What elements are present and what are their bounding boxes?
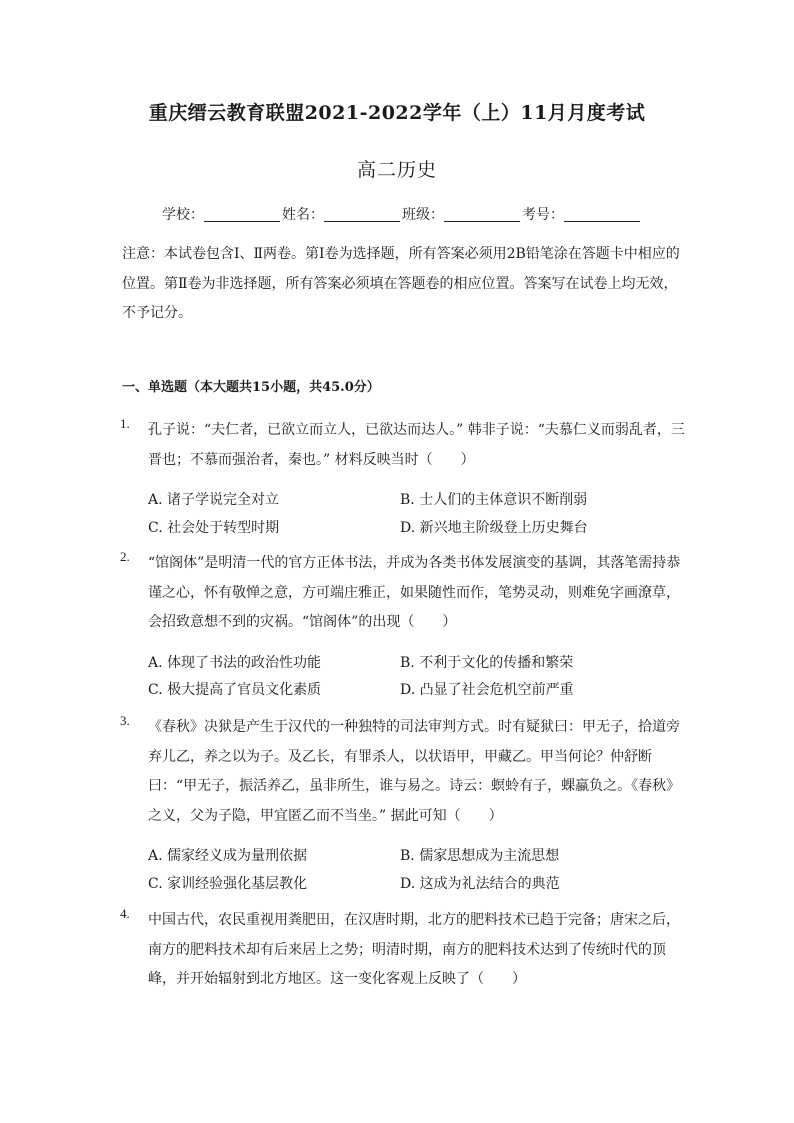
option-c: C. 社会处于转型时期 (148, 519, 280, 536)
option-a: A. 儒家经义成为量刑依据 (148, 848, 308, 864)
exam-subject: 高二历史 (356, 159, 437, 181)
question-2 (120, 549, 690, 703)
question-stem: “馆阁体”是明清一代的官方正体书法，并成为各类书体发展演变的基调，其落笔需持恭谨之心，怀有敬惮之意，方可端庄雅正，如果随性而作，笔势灵动，则难免字画潦草，会招致意想不到的灾祸。“馆阁体”的出现（ ） (148, 555, 681, 630)
option-c: C. 极大提高了官员文化素质 (148, 682, 322, 698)
question-number: 2. (120, 549, 130, 564)
school-label: 学校： (162, 207, 204, 223)
question-1 (120, 416, 690, 540)
question-stem: 《春秋》决狱是产生于汉代的一种独特的司法审判方式。时有疑狱曰：甲无子，拾道旁弃儿乙，养之以为子。及乙长，有罪杀人，以状语甲，甲藏乙。甲当何论？仲舒断曰：“甲无子，振活养乙，虽非所生，谁与易之。诗云：螟蛉有子，蜾蠃负之。《春秋》之义，父为子隐，甲宜匿乙而不当坐。” 据此可知（ ） (148, 719, 681, 824)
exam-number-label: 考号： (522, 207, 564, 223)
question-3 (120, 713, 690, 896)
option-b: B. 儒家思想成为主流思想 (400, 848, 560, 864)
option-grid (148, 489, 690, 540)
option-b: B. 士人们的主体意识不断削弱 (400, 492, 588, 508)
option-a: A. 诸子学说完全对立 (148, 492, 280, 508)
option-d: D. 新兴地主阶级登上历史舞台 (400, 519, 588, 536)
student-info-line (162, 204, 642, 224)
name-label: 姓名： (282, 207, 324, 223)
option-grid (148, 845, 690, 896)
option-a: A. 体现了书法的政治性功能 (148, 654, 322, 671)
option-b: B. 不利于文化的传播和繁荣 (400, 654, 574, 671)
class-blank (444, 207, 520, 222)
exam-notice: 注意：本试卷包含Ⅰ、Ⅱ两卷。第Ⅰ卷为选择题，所有答案必须用2B铅笔涂在答题卡中相应的位置。第Ⅱ卷为非选择题，所有答案必须填在答题卷的相应位置。答案写在试卷上均无效，不予记分。 (122, 246, 680, 321)
exam-title: 重庆缙云教育联盟2021-2022学年（上）11月月度考试 (148, 102, 646, 124)
class-label: 班级： (402, 207, 444, 223)
school-blank (204, 207, 280, 222)
exam-number-blank (564, 207, 640, 222)
name-blank (324, 207, 400, 222)
option-d: D. 凸显了社会危机空前严重 (400, 682, 574, 698)
option-c: C. 家训经验强化基层教化 (148, 875, 308, 892)
option-grid (148, 652, 690, 703)
option-d: D. 这成为礼法结合的典范 (400, 875, 560, 892)
section-heading: 一、单选题（本大题共15小题，共45.0分） (122, 380, 380, 395)
question-4 (120, 906, 690, 995)
question-stem: 孔子说：“夫仁者，已欲立而立人，已欲达而达人。” 韩非子说：“夫慕仁义而弱乱者，三晋也；不慕而强治者，秦也。” 材料反映当时（ ） (148, 422, 685, 468)
question-number: 3. (120, 713, 130, 728)
question-stem: 中国古代，农民重视用粪肥田，在汉唐时期，北方的肥料技术已趋于完备；唐宋之后，南方的肥料技术却有后来居上之势；明清时期，南方的肥料技术达到了传统时代的顶峰，并开始辐射到北方地区。这一变化客观上反映了（ ） (148, 912, 680, 987)
question-number: 4. (120, 906, 130, 921)
question-number: 1. (120, 416, 130, 431)
